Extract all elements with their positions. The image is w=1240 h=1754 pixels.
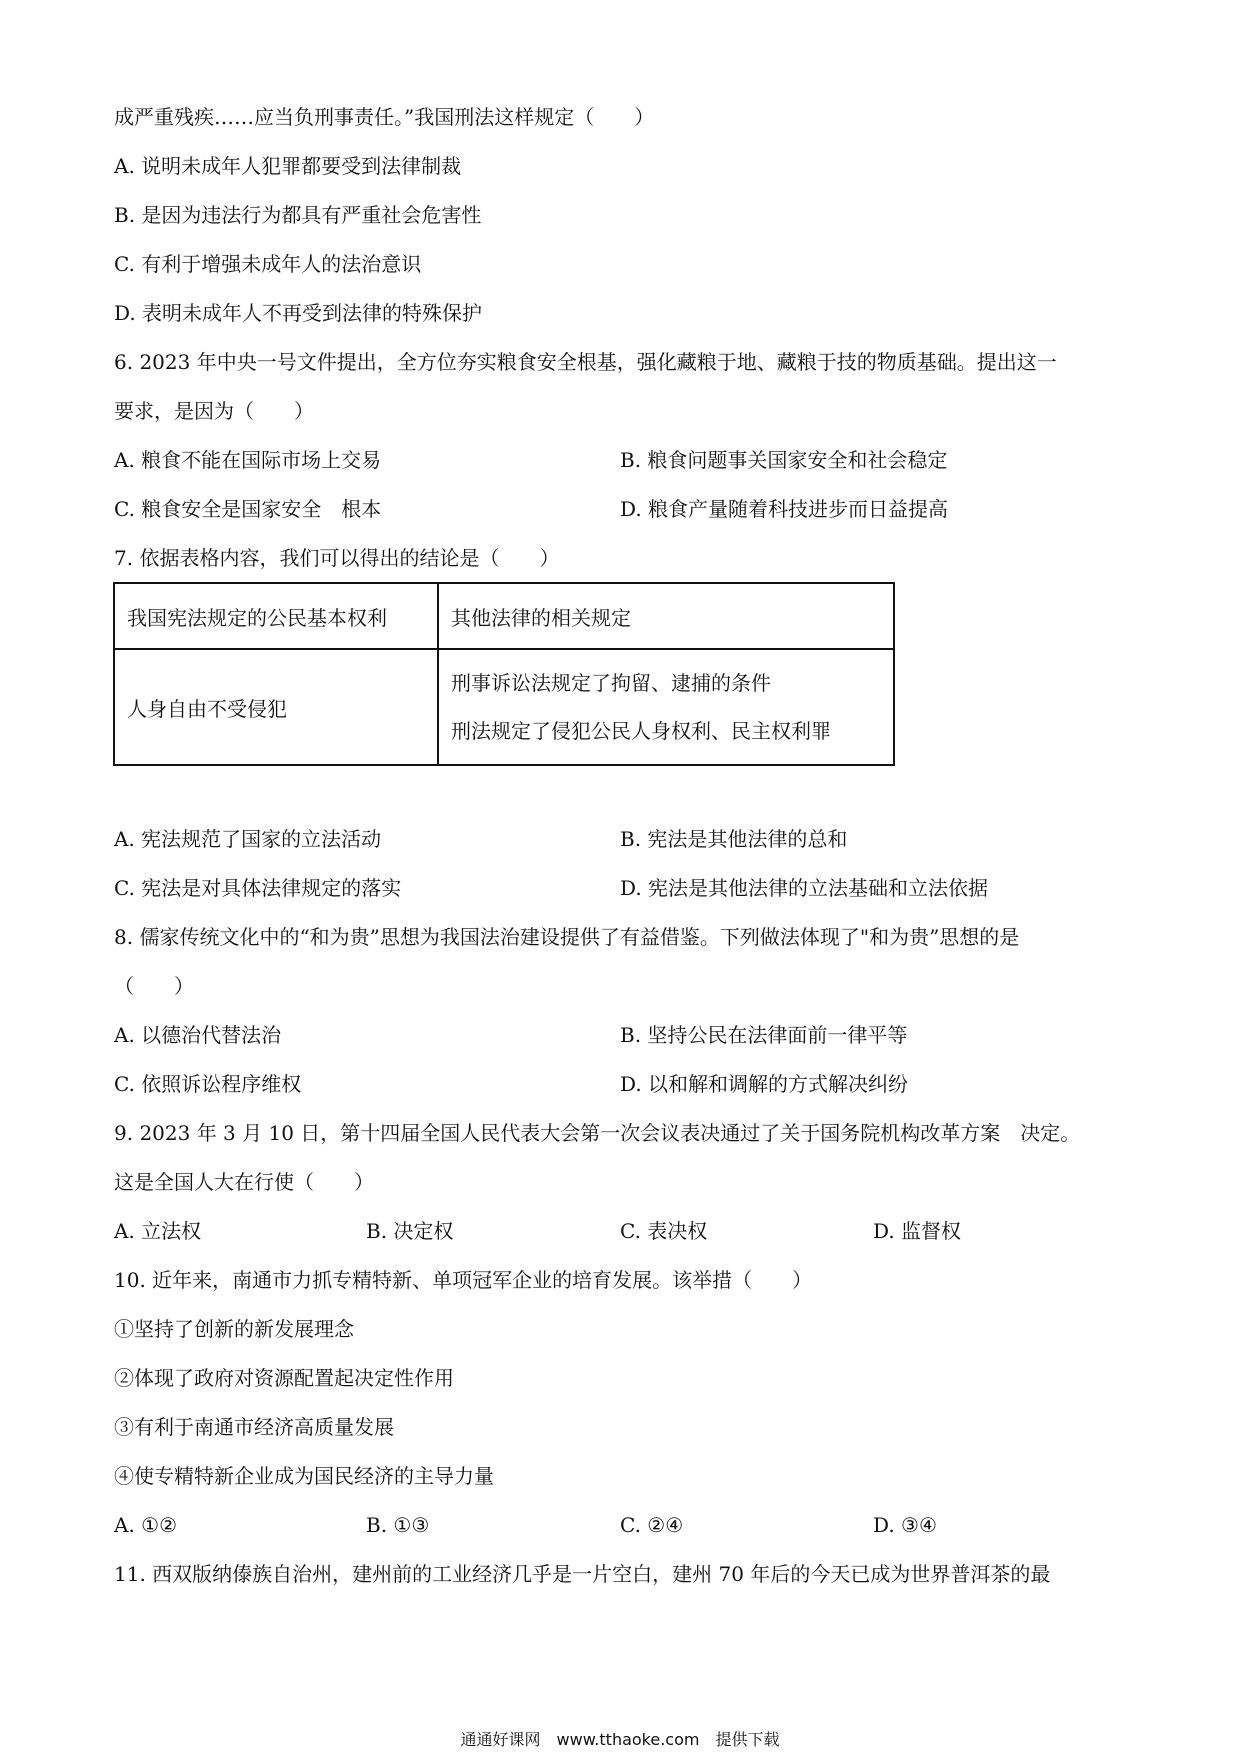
q10-option-a: A. ①② — [114, 1513, 178, 1537]
q6-option-c: C. 粮食安全是国家安全 根本 — [114, 497, 382, 521]
q6-stem-line1: 6. 2023 年中央一号文件提出，全方位夯实粮食安全根基，强化藏粮于地、藏粮于技的物质基础。提出这一 — [114, 350, 1057, 374]
table-body-left: 人身自由不受侵犯 — [114, 649, 438, 765]
q7-option-d: D. 宪法是其他法律的立法基础和立法依据 — [620, 876, 989, 900]
table-header-right: 其他法律的相关规定 — [438, 583, 894, 649]
q10-option-d: D. ③④ — [873, 1513, 937, 1537]
table-body-right — [438, 649, 894, 765]
q8-option-c: C. 依照诉讼程序维权 — [114, 1072, 302, 1096]
table-header-left: 我国宪法规定的公民基本权利 — [114, 583, 438, 649]
q10-option-b: B. ①③ — [366, 1513, 430, 1537]
q9-option-b: B. 决定权 — [366, 1219, 454, 1243]
q9-option-c: C. 表决权 — [620, 1219, 708, 1243]
q9-stem-line1: 9. 2023 年 3 月 10 日，第十四届全国人民代表大会第一次会议表决通过了关于国务院机构改革方案 决定。 — [114, 1121, 1081, 1145]
q6-stem-line2: 要求，是因为（ ） — [114, 399, 314, 423]
q10-item-2: ②体现了政府对资源配置起决定性作用 — [114, 1366, 454, 1390]
q7-stem: 7. 依据表格内容，我们可以得出的结论是（ ） — [114, 546, 560, 570]
q6-option-b: B. 粮食问题事关国家安全和社会稳定 — [620, 448, 948, 472]
q10-item-1: ①坚持了创新的新发展理念 — [114, 1317, 354, 1341]
q9-option-d: D. 监督权 — [873, 1219, 962, 1243]
q10-option-c: C. ②④ — [620, 1513, 684, 1537]
q5-option-d: D. 表明未成年人不再受到法律的特殊保护 — [114, 301, 483, 325]
q5-option-a: A. 说明未成年人犯罪都要受到法律制裁 — [114, 154, 462, 178]
q6-option-a: A. 粮食不能在国际市场上交易 — [114, 448, 382, 472]
q7-option-b: B. 宪法是其他法律的总和 — [620, 827, 848, 851]
table-body-right-line1: 刑事诉讼法规定了拘留、逮捕的条件 — [451, 671, 771, 695]
q8-option-b: B. 坚持公民在法律面前一律平等 — [620, 1023, 908, 1047]
q9-stem-line2: 这是全国人大在行使（ ） — [114, 1170, 374, 1194]
q10-item-4: ④使专精特新企业成为国民经济的主导力量 — [114, 1464, 494, 1488]
q5-option-c: C. 有利于增强未成年人的法治意识 — [114, 252, 422, 276]
rights-table — [113, 582, 895, 766]
table-body-right-line2: 刑法规定了侵犯公民人身权利、民主权利罪 — [451, 719, 831, 743]
q10-item-3: ③有利于南通市经济高质量发展 — [114, 1415, 394, 1439]
q9-option-a: A. 立法权 — [114, 1219, 202, 1243]
q8-option-d: D. 以和解和调解的方式解决纠纷 — [620, 1072, 909, 1096]
q10-stem: 10. 近年来，南通市力抓专精特新、单项冠军企业的培育发展。该举措（ ） — [114, 1268, 813, 1292]
q5-option-b: B. 是因为违法行为都具有严重社会危害性 — [114, 203, 482, 227]
q8-stem-line1: 8. 儒家传统文化中的“和为贵”思想为我国法治建设提供了有益借鉴。下列做法体现了"和为贵”思想的是 — [114, 925, 1020, 949]
q6-option-d: D. 粮食产量随着科技进步而日益提高 — [620, 497, 949, 521]
q5-stem-tail: 成严重残疾……应当负刑事责任。”我国刑法这样规定（ ） — [114, 105, 655, 129]
q8-option-a: A. 以德治代替法治 — [114, 1023, 282, 1047]
q11-stem-line1: 11. 西双版纳傣族自治州，建州前的工业经济几乎是一片空白，建州 70 年后的今天已成为世界普洱茶的最 — [114, 1562, 1051, 1586]
page-footer: 通通好课网 www.tthaoke.com 提供下载 — [460, 1730, 780, 1749]
q7-option-a: A. 宪法规范了国家的立法活动 — [114, 827, 382, 851]
q7-option-c: C. 宪法是对具体法律规定的落实 — [114, 876, 402, 900]
q8-stem-line2: （ ） — [114, 974, 194, 998]
